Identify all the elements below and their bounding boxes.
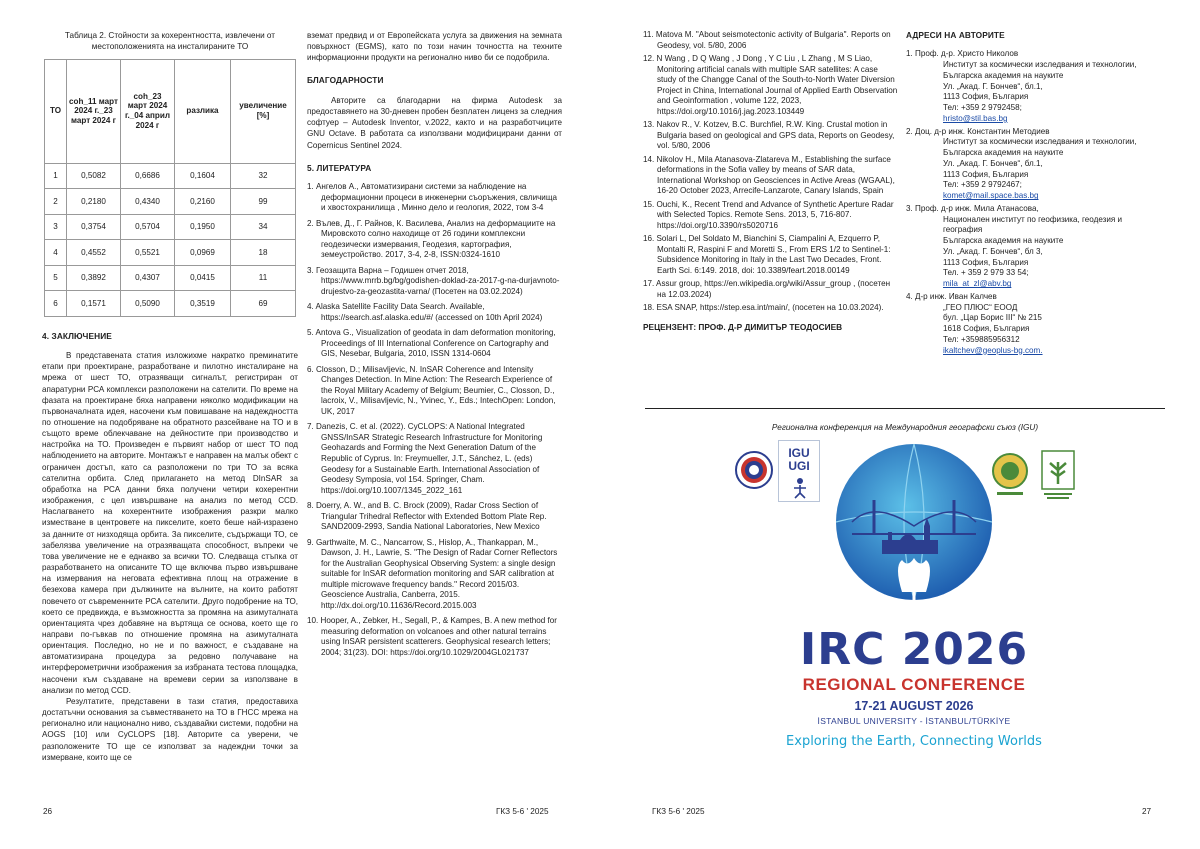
table-cell: 0,4307 <box>121 265 175 291</box>
table-cell: 0,1571 <box>67 291 121 317</box>
table-header-cell: ТО <box>45 59 67 163</box>
reviewer-line: РЕЦЕНЗЕНТ: ПРОФ. Д-Р ДИМИТЪР ТЕОДОСИЕВ <box>643 321 843 332</box>
reference-item: 1. Ангелов А., Автоматизирани системи за наблюдение на деформационни процеси в инженерни съоръжения, свличища и хвостохранилища , Минно дело и геология, 2022, том 3-4 <box>307 182 557 213</box>
table-cell: 0,5090 <box>121 291 175 317</box>
reference-item: 12. N Wang , D Q Wang , J Dong , Y C Liu , L Zhang , M S Liao, Monitoring artificial canals with multiple SAR satellites: A case study of the Changge Canal of the South-to-North Water Diversion Project in China, International Journal of Applied Earth Observation and Geoinformation , volume 122, 2023, https://doi.org/10.1016/j.jag.2023.103449 <box>643 54 898 116</box>
right-page-column-1 <box>643 30 898 333</box>
table-caption: Таблица 2. Стойности за кохерентността, извлечени от местоположенията на инсталираните ТО <box>64 31 276 52</box>
table-header-cell: coh_11 март 2024 г._23 март 2024 г <box>67 59 121 163</box>
address-line: Тел. + 359 2 979 33 54; <box>943 268 1029 278</box>
globe-figure-icon <box>791 477 809 499</box>
university-seal-logo <box>734 448 774 504</box>
address-line: 1113 София, България <box>943 257 1029 267</box>
table-cell: 34 <box>231 214 296 240</box>
conference-subtitle: REGIONAL CONFERENCE <box>802 675 1026 694</box>
author-address-lines <box>906 137 1158 202</box>
reference-item: 2. Вълев, Д., Г. Райнов, К. Василева, Анализ на деформациите на Мировското солно находище от 26 години комплексни геодезически измервания, Геодезия, картография, земеустройство. 2017, 3-4, 2-8, ISSN:0324-1610 <box>307 218 556 260</box>
conference-poster <box>734 440 1094 770</box>
author-email-link[interactable]: komet@mail.space.bas.bg <box>943 191 1039 201</box>
table-cell: 0,6686 <box>121 163 175 189</box>
table-row <box>45 265 296 291</box>
table-row <box>45 291 296 317</box>
reference-list <box>643 30 898 314</box>
address-line: Тел: +359 2 9792458; <box>943 103 1022 113</box>
conclusion-paragraph: Резултатите, представени в тази статия, предоставиха достатъчни основания за съвместяването на ТО в ГНСС мрежа на регионално или национално ниво, създавайки системи, подобни на AOGS [10] или CyCLOPS [18]. Авторите са уверени, че разположените ТО ще се използват за надеждни точки за измерване, които ще се <box>42 696 298 762</box>
reference-item: 11. Matova M. "About seismotectonic activity of Bulgaria". Reports on Geodesy, vol. 5/80, 2006 <box>643 30 891 50</box>
table-cell: 0,4340 <box>121 189 175 215</box>
reference-item: 14. Nikolov H., Mila Atanasova-Zlatareva M., Establishing the surface deformations in the Sofia valley by means of SAR data, International Workshop on Geosciences in Active Areas (WGAAL), 16-20 October 2023, Arrecife-Lanzarote, Canary Islands, Spain <box>643 154 895 196</box>
acknowledgements-text: Авторите са благодарни на фирма Autodesk за предоставянето на 30-дневен пробен безплатен лиценз за следния софтуер – Autodesk Inventor, v.2022, както и на разработчиците GNU Octave. В работата са използвани модифицирани данни от Copernicus Sentinel 2024. <box>307 95 562 150</box>
author-address <box>906 292 1158 357</box>
conference-title: IRC 2026 <box>799 624 1029 675</box>
address-line: Институт за космически изследвания и технологии, <box>943 137 1137 147</box>
author-address <box>906 49 1158 124</box>
section-divider <box>645 408 1165 409</box>
table-cell: 0,0415 <box>175 265 231 291</box>
igu-logo-text: IGU <box>788 446 810 460</box>
left-page-column-2 <box>307 30 562 663</box>
reference-item: 8. Doerry, A. W., and B. C. Brock (2009), Radar Cross Section of Triangular Trihedral Reflector with Extended Bottom Plate Rep. SAND2009-2993, Sandia National Laboratories, New Mexico <box>307 501 547 532</box>
table-row <box>45 214 296 240</box>
address-line: Българска академия на науките <box>943 148 1064 158</box>
reference-item: 7. Danezis, C. et al. (2022). CyCLOPS: A National Integrated GNSS/InSAR Strategic Research Infrastructure for Monitoring Geohazards and Forming the Next Generation Datum of the Republic of Cyprus. In: Freymueller, J.T., Sánchez, L. (eds) Geodesy for a Sustainable Earth. International Association of Geodesy Symposia, vol 154. Springer, Cham. https://doi.org/10.1007/1345_2022_161 <box>307 422 543 495</box>
table-header-row <box>45 59 296 163</box>
reference-item: 3. Геозащита Варна – Годишен отчет 2018, https://www.mrrb.bg/bg/godishen-doklad-za-2017-g-na-durjavnoto-drujestvo-za-geozastita-varna/ (Посетен на 03.02.2024) <box>307 265 560 296</box>
table-header-cell: увеличение [%] <box>231 59 296 163</box>
conference-caption: Регионална конференция на Международния географски съюз (IGU) <box>771 423 1039 432</box>
table-header-cell: разлика <box>175 59 231 163</box>
table-cell: 18 <box>231 240 296 266</box>
author-address-lines <box>906 60 1158 125</box>
reference-item: 16. Solari L, Del Soldato M, Bianchini S, Ciampalini A, Ezquerro P, Montalti R, Raspini F and Moretti S., From ERS 1/2 to Sentinel-1: Subsidence Monitoring in Italy in the Last Two Decades, Front. Earth Sci. 6:149. 2018, doi: 10.3389/feart.2018.00149 <box>643 234 891 275</box>
table-cell: 0,5521 <box>121 240 175 266</box>
coherence-table <box>44 59 296 317</box>
table-cell: 0,2160 <box>175 189 231 215</box>
acknowledgements-heading: БЛАГОДАРНОСТИ <box>307 75 384 86</box>
author-email-link[interactable]: mila_at_zl@abv.bg <box>943 279 1012 289</box>
address-line: Национален институт по геофизика, геодезия и география <box>943 214 1123 235</box>
conclusion-heading: 4. ЗАКЛЮЧЕНИЕ <box>42 330 112 341</box>
table-cell: 0,4552 <box>67 240 121 266</box>
page-number: 27 <box>1142 807 1152 816</box>
table-cell: 69 <box>231 291 296 317</box>
page-footer: ГКЗ 5-6 ' 2025 <box>496 807 549 816</box>
reference-item: 4. Alaska Satellite Facility Data Search. Available, https://search.asf.alaska.edu/#/ (accessed on 10th April 2024) <box>307 302 543 322</box>
table-cell: 0,5704 <box>121 214 175 240</box>
table-cell: 3 <box>45 214 67 240</box>
table-cell: 11 <box>231 265 296 291</box>
table-cell: 0,1950 <box>175 214 231 240</box>
author-address-list <box>906 49 1158 356</box>
address-line: Българска академия на науките <box>943 70 1064 80</box>
conference-tagline: Exploring the Earth, Connecting Worlds <box>786 734 1042 749</box>
reference-item: 15. Ouchi, K., Recent Trend and Advance of Synthetic Aperture Radar with Selected Topics. Remote Sens. 2013, 5, 716-807. https://doi.org/10.3390/rs5020716 <box>643 199 894 230</box>
reference-item: 17. Assur group, https://en.wikipedia.org/wiki/Assur_group , (посетен на 12.03.2024) <box>643 279 891 299</box>
table-row <box>45 240 296 266</box>
continued-paragraph: вземат предвид и от Европейската услуга за движения на земната повърхност (EGMS), като по този начин точността на техните информационни продукти на регионално ниво би се подобрила. <box>307 31 562 63</box>
table-header-cell: coh_23 март 2024 г._04 април 2024 г <box>121 59 175 163</box>
address-line: Тел: +359885956312 <box>943 334 1020 344</box>
author-address <box>906 127 1158 202</box>
reference-item: 18. ESA SNAP, https://step.esa.int/main/, (посетен на 10.03.2024). <box>643 303 884 313</box>
table-cell: 0,5082 <box>67 163 121 189</box>
addresses-heading: АДРЕСИ НА АВТОРИТЕ <box>906 30 1005 40</box>
table-cell: 0,3519 <box>175 291 231 317</box>
author-name: 3. Проф. д-р инж. Мила Атанасова, <box>906 203 1039 213</box>
author-address-lines <box>906 303 1158 357</box>
address-line: Ул. „Акад. Г. Бончев“, бл.1, <box>943 81 1043 91</box>
conclusion-paragraph: В представената статия изложихме накратко преминатите етапи при проектиране, разработване и пилотно инсталиране на мрежа от шест ТО, отразяващи сигналът, регистриран от апаратурни РСА комплекси разположени на сателити. По време на фазата на проектиране бяха направени няколко модификации на първоначалната идея, насочени към повишаване на надеждността по отношение на подобряване на обратното разсейване на ТО и в същото време облекчаване на дейностите при производство и настройка на ТО. Произведен е първият набор от шест ТО под наблюдението на авторите. Монтажът е направен на малък обект с ограничен достъп, като са разположени по три ТО за всяка сателитна орбита. След прилагането на метод DInSAR за обработка на РСА данни бяха получени четири кохерентни изображения, с цел извършване на анализ по метод CCD. Наслагването на кохерентните изображения разкри малко изместване в центровете на пикселите, което беше най-изразено за данните от низходяща орбита. За пикселите, съдържащи ТО, се забелязва увеличение на отразяващата способност, въпреки че това увеличение не е еднакво за всички ТО. Следваща стъпка от разработването на описаните ТО ще включва първо извършване на измервания на нeговата ефективна площ на отражение в безехова камера при дължините на вълните, на които работят повечето от съвременните РСА сателити. Друго подобрение на ТО, което се предвижда, е възможността за промяна на азимуталната ориентацията чрез добавяне на въртяща се основа, което ще го направи по-гъвкав по отношение промяна на азимуталната ориентация. Последно, но не и по важност, е създаване на автоматизирана процедура за редовно получаване на интерферометрични изображения за избраната тестова площадка, насочени към създаване на времеви серии за използване в анализи по метод CCD. <box>42 351 298 695</box>
reference-item: 5. Antova G., Visualization of geodata in dam deformation monitoring, Proceedings of III International Conference on Cartography and GIS, Nesebar, Bulgaria, 2010, ISSN 1314-0604 <box>307 328 556 359</box>
ugi-logo-text: UGI <box>788 459 810 473</box>
right-page-column-2 <box>906 30 1158 358</box>
faculty-tree-logo <box>1041 450 1075 502</box>
author-email-link[interactable]: hristo@stil.bas.bg <box>943 113 1008 123</box>
table-cell: 1 <box>45 163 67 189</box>
table-cell: 0,3892 <box>67 265 121 291</box>
table-cell: 0,0969 <box>175 240 231 266</box>
left-page-column-1 <box>42 30 298 763</box>
literature-heading: 5. ЛИТЕРАТУРА <box>307 162 372 173</box>
table-row <box>45 163 296 189</box>
table-row <box>45 189 296 215</box>
address-line: Институт за космически изследвания и технологии, <box>943 60 1137 70</box>
table-cell: 2 <box>45 189 67 215</box>
page-footer: ГКЗ 5-6 ' 2025 <box>652 807 705 816</box>
reference-item: 6. Closson, D.; Milisavljevic, N. InSAR Coherence and Intensity Changes Detection. In Mine Action: The Research Experience of the Royal Military Academy of Belgium; Beumier, C., Closson, D., lacroix, V., Milisavljevic, N., Yvinec, Y., Eds.; IntechOpen: London, UK, 2017 <box>307 364 556 416</box>
address-line: 1113 София, България <box>943 92 1029 102</box>
address-line: Ул. „Акад. Г. Бончев“, бл.1, <box>943 158 1043 168</box>
igu-logo <box>778 440 820 502</box>
address-line: бул. „Цар Борис III“ № 215 <box>943 313 1042 323</box>
istanbul-globe-emblem <box>834 442 994 602</box>
table-cell: 32 <box>231 163 296 189</box>
address-line: Ул. „Акад. Г. Бончев“, бл 3, <box>943 246 1043 256</box>
page-number: 26 <box>43 807 53 816</box>
address-line: Тел: +359 2 9792467; <box>943 180 1022 190</box>
conference-dates: 17-21 AUGUST 2026 <box>854 699 974 713</box>
reference-item: 13. Nakov R., V. Kotzev, B.C. Burchfiel, R.W. King. Crustal motion in Bulgaria based on geological and GPS data, Reports on Geodesy, vol. 5/80, 2006 <box>643 120 895 151</box>
address-line: „ГЕО ПЛЮС“ ЕООД <box>943 302 1018 312</box>
reference-list <box>307 182 562 658</box>
university-logo-yellow <box>991 452 1029 500</box>
table-cell: 0,2180 <box>67 189 121 215</box>
address-line: 1618 София, България <box>943 324 1030 334</box>
table-cell: 5 <box>45 265 67 291</box>
table-cell: 6 <box>45 291 67 317</box>
author-address <box>906 204 1158 290</box>
author-email-link[interactable]: ikaltchev@geoplus-bg.com. <box>943 345 1043 355</box>
table-cell: 99 <box>231 189 296 215</box>
table-cell: 4 <box>45 240 67 266</box>
reference-item: 9. Garthwaite, M. C., Nancarrow, S., Hislop, A., Thankappan, M., Dawson, J. H., Lawrie, S. "The Design of Radar Corner Reflectors for the Australian Geophysical Observing System: a single design suitable for InSAR deformation monitoring and SAR calibration at multiple microwave frequency bands." Record 2015/03. Geoscience Australia, Canberra, 2015. http://dx.doi.org/10.11636/Record.2015.003 <box>307 537 558 610</box>
author-address-lines <box>906 215 1158 290</box>
table-cell: 0,1604 <box>175 163 231 189</box>
address-line: 1113 София, България <box>943 169 1029 179</box>
author-name: 4. Д-р инж. Иван Калчев <box>906 291 997 301</box>
author-name: 2. Доц. д-р инж. Константин Методиев <box>906 126 1050 136</box>
address-line: Българска академия на науките <box>943 236 1064 246</box>
author-name: 1. Проф. д-р. Христо Николов <box>906 49 1019 59</box>
table-cell: 0,3754 <box>67 214 121 240</box>
conference-location: İSTANBUL UNIVERSITY - İSTANBUL/TÜRKİYE <box>817 716 1011 726</box>
reference-item: 10. Hooper, A., Zebker, H., Segall, P., & Kampes, B. A new method for measuring deformation on volcanoes and other natural terrains using InSAR persistent scatterers. Geophysical research letters; 2004; 31(23). DOI: https://doi.org/10.1029/2004GL021737 <box>307 616 557 657</box>
